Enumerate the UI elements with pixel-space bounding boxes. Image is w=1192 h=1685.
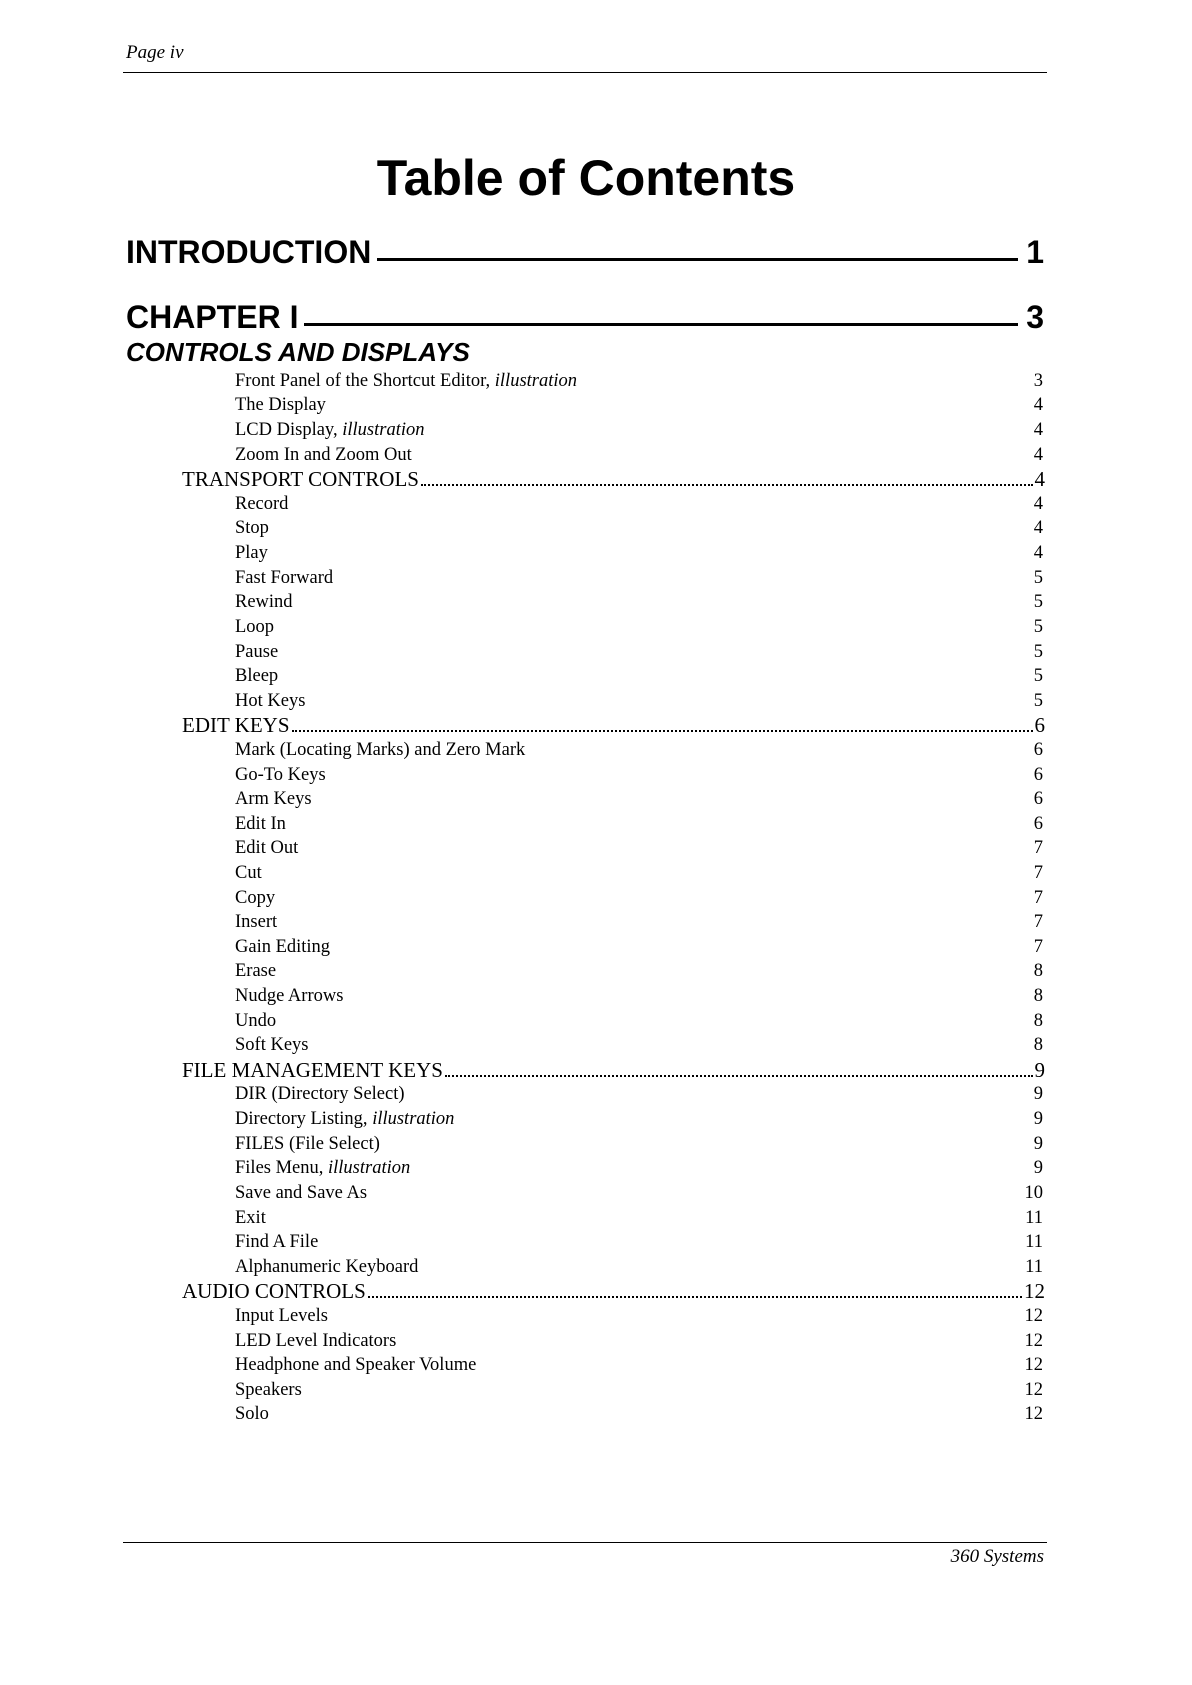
- toc-entry-page-number: 6: [1033, 739, 1043, 760]
- toc-entry-label: Insert: [235, 912, 278, 933]
- toc-entry-page-number: 6: [1033, 789, 1043, 810]
- toc-entry[interactable]: [0, 1033, 1192, 1058]
- toc-entry-page-number: 6: [1033, 813, 1043, 834]
- toc-entry[interactable]: [0, 1206, 1192, 1231]
- toc-entry-text: [235, 395, 326, 416]
- toc-entry-page-number: 11: [1025, 1207, 1043, 1228]
- toc-entry-text: [235, 740, 525, 761]
- toc-entry-text: [235, 1232, 318, 1253]
- toc-entry-text: [235, 691, 305, 712]
- toc-entry[interactable]: [0, 418, 1192, 443]
- toc-entry[interactable]: [0, 861, 1192, 886]
- toc-leader-line: [377, 258, 1018, 261]
- toc-entry-text: [235, 666, 278, 687]
- toc-entry-text: [235, 1355, 476, 1376]
- toc-entry-page-number: 9: [1033, 1133, 1043, 1154]
- toc-entry-text: [235, 986, 343, 1007]
- toc-major-label: CHAPTER I: [126, 299, 299, 335]
- toc-entry-page-number: 9: [1033, 1109, 1043, 1130]
- toc-entry-label: Play: [235, 543, 268, 564]
- running-header-page-label: Page iv: [126, 42, 184, 63]
- toc-entry[interactable]: [0, 910, 1192, 935]
- toc-entry-label: Nudge Arrows: [235, 986, 344, 1007]
- toc-entry-text: [235, 518, 269, 539]
- toc-entry[interactable]: [0, 566, 1192, 591]
- toc-entry-page-number: 12: [1024, 1330, 1043, 1351]
- toc-entry-text: [235, 1208, 266, 1229]
- toc-entry[interactable]: [0, 689, 1192, 714]
- toc-entry-page-number: 4: [1033, 493, 1043, 514]
- toc-entry-page-number: 7: [1033, 887, 1043, 908]
- toc-dot-leader: [421, 484, 1033, 486]
- toc-entry-text: [235, 937, 330, 958]
- toc-entry[interactable]: [0, 1107, 1192, 1132]
- toc-entry-page-number: 11: [1025, 1232, 1043, 1253]
- toc-entry-label: Save and Save As: [235, 1182, 368, 1203]
- toc-entry-label: Input Levels: [235, 1305, 328, 1326]
- toc-dot-leader: [445, 1075, 1033, 1077]
- toc-entry-illustration-note: illustration: [372, 1109, 455, 1130]
- toc-entry-page-number: 12: [1024, 1305, 1043, 1326]
- toc-entry[interactable]: [0, 1230, 1192, 1255]
- toc-entry[interactable]: [0, 1378, 1192, 1403]
- toc-entry-page-number: 7: [1033, 862, 1043, 883]
- toc-entry-label: Edit In: [235, 813, 286, 834]
- toc-entry-text: [235, 445, 412, 466]
- toc-entry-label: Pause: [235, 641, 279, 662]
- header-rule: [123, 72, 1047, 73]
- toc-entry-page-number: 6: [1033, 764, 1043, 785]
- toc-entry-label: TRANSPORT CONTROLS: [182, 467, 419, 492]
- toc-entry-label: Loop: [235, 616, 275, 637]
- toc-entry[interactable]: [0, 1132, 1192, 1157]
- toc-entry-page-number: 8: [1033, 961, 1043, 982]
- toc-entry[interactable]: [0, 640, 1192, 665]
- toc-entry-label: FILE MANAGEMENT KEYS: [182, 1057, 443, 1082]
- toc-entry-label: Rewind: [235, 592, 293, 613]
- toc-leader-line: [304, 323, 1018, 326]
- toc-section-entry[interactable]: [0, 1280, 1192, 1305]
- toc-section-entry[interactable]: [0, 1058, 1192, 1083]
- toc-entry-text: [235, 1404, 269, 1425]
- toc-entry-text: [235, 592, 293, 613]
- toc-entry-page-number: 12: [1024, 1379, 1043, 1400]
- toc-entry-label: The Display: [235, 395, 326, 416]
- toc-entry-text: [235, 1257, 418, 1278]
- toc-entry-illustration-note: illustration: [328, 1158, 411, 1179]
- toc-entry[interactable]: [0, 1304, 1192, 1329]
- toc-entry-label: Soft Keys: [235, 1035, 309, 1056]
- toc-entry-page-number: 4: [1033, 444, 1043, 465]
- toc-entry-label: Stop: [235, 518, 269, 539]
- toc-entry-text: [182, 467, 419, 492]
- toc-entry-text: [235, 1035, 309, 1056]
- toc-entry-page-number: 4: [1033, 420, 1043, 441]
- toc-entry[interactable]: [0, 935, 1192, 960]
- toc-entry-text: [235, 765, 326, 786]
- toc-entry-label: Hot Keys: [235, 690, 306, 711]
- toc-entry[interactable]: [0, 738, 1192, 763]
- toc-entry-text: [235, 814, 286, 835]
- toc-entry-text: [235, 863, 262, 884]
- toc-entry-page-number: 7: [1033, 838, 1043, 859]
- toc-entry-text: [235, 912, 277, 933]
- toc-entry-label: Arm Keys: [235, 789, 312, 810]
- toc-entry-label: LED Level Indicators: [235, 1330, 397, 1351]
- toc-entry-text: [235, 543, 268, 564]
- toc-entry-page-number: 4: [1034, 467, 1045, 492]
- toc-entry-text: [235, 1331, 396, 1352]
- toc-entry[interactable]: [0, 590, 1192, 615]
- toc-entry[interactable]: [0, 1403, 1192, 1428]
- toc-entry-text: [235, 838, 298, 859]
- toc-entry-label: Undo: [235, 1010, 277, 1031]
- toc-entry-label: Go-To Keys: [235, 764, 326, 785]
- toc-entry-page-number: 8: [1033, 1035, 1043, 1056]
- toc-entry-text: [235, 1380, 302, 1401]
- toc-entry-label: Edit Out: [235, 838, 299, 859]
- toc-entry-text: [235, 420, 424, 441]
- toc-entry-page-number: 7: [1033, 936, 1043, 957]
- toc-entry-label: Solo: [235, 1404, 269, 1425]
- toc-entry-text: [235, 371, 577, 392]
- toc-entry-label: Mark (Locating Marks) and Zero Mark: [235, 739, 526, 760]
- toc-entry[interactable]: [0, 960, 1192, 985]
- toc-entry[interactable]: [0, 1353, 1192, 1378]
- toc-entry-text: [235, 961, 276, 982]
- toc-entry-label: FILES (File Select): [235, 1133, 380, 1154]
- page-title: Table of Contents: [376, 150, 796, 206]
- toc-entry-page-number: 5: [1033, 567, 1043, 588]
- toc-entry[interactable]: [0, 369, 1192, 394]
- toc-entry-label: Speakers: [235, 1379, 302, 1400]
- toc-entry-label: Directory Listing,: [235, 1109, 373, 1130]
- footer-rule: [123, 1542, 1047, 1543]
- toc-entry-text: [235, 1134, 380, 1155]
- toc-major-entry-chapter-i[interactable]: [126, 299, 1044, 336]
- toc-entry-label: Files Menu,: [235, 1158, 329, 1179]
- toc-major-entry-introduction[interactable]: [126, 234, 1044, 271]
- toc-section-entry[interactable]: [0, 714, 1192, 739]
- toc-entry-page-number: 9: [1033, 1084, 1043, 1105]
- toc-entry-text: [235, 1011, 276, 1032]
- toc-entry-page-number: 9: [1034, 1057, 1045, 1082]
- toc-major-page: 3: [1026, 299, 1044, 335]
- toc-entry-label: AUDIO CONTROLS: [182, 1279, 366, 1304]
- toc-entry-text: [235, 789, 312, 810]
- toc-entry-label: DIR (Directory Select): [235, 1084, 405, 1105]
- toc-entry-text: [235, 1109, 454, 1130]
- toc-entry-list: [0, 369, 1192, 1427]
- toc-entry-text: [235, 1306, 328, 1327]
- toc-entry-page-number: 5: [1033, 641, 1043, 662]
- toc-entry[interactable]: [0, 1083, 1192, 1108]
- toc-entry-label: Cut: [235, 862, 262, 883]
- toc-entry[interactable]: [0, 1255, 1192, 1280]
- footer-publisher: 360 Systems: [950, 1546, 1044, 1567]
- toc-entry-illustration-note: illustration: [494, 370, 578, 391]
- toc-entry[interactable]: [0, 787, 1192, 812]
- toc-entry-page-number: 12: [1024, 1404, 1043, 1425]
- toc-entry-label: Headphone and Speaker Volume: [235, 1355, 477, 1376]
- toc-entry[interactable]: [0, 517, 1192, 542]
- toc-entry[interactable]: [0, 984, 1192, 1009]
- toc-entry-label: Alphanumeric Keyboard: [235, 1256, 419, 1277]
- toc-entry-page-number: 5: [1033, 690, 1043, 711]
- toc-entry[interactable]: [0, 394, 1192, 419]
- toc-entry-page-number: 9: [1033, 1158, 1043, 1179]
- toc-entry-page-number: 11: [1025, 1256, 1043, 1277]
- toc-dot-leader: [292, 730, 1033, 732]
- toc-entry-label: Copy: [235, 887, 276, 908]
- toc-entry-page-number: 5: [1033, 616, 1043, 637]
- toc-entry-text: [235, 617, 274, 638]
- toc-entry-page-number: 12: [1024, 1355, 1043, 1376]
- toc-entry-label: Front Panel of the Shortcut Editor,: [235, 370, 495, 391]
- toc-entry-page-number: 8: [1033, 986, 1043, 1007]
- toc-section-entry[interactable]: [0, 467, 1192, 492]
- toc-entry-text: [182, 713, 290, 738]
- toc-entry-label: Zoom In and Zoom Out: [235, 444, 412, 465]
- toc-entry[interactable]: [0, 837, 1192, 862]
- toc-dot-leader: [368, 1296, 1022, 1298]
- toc-entry-label: Record: [235, 493, 289, 514]
- toc-entry-page-number: 3: [1033, 370, 1043, 391]
- toc-entry-page-number: 5: [1033, 666, 1043, 687]
- toc-entry[interactable]: [0, 664, 1192, 689]
- toc-entry[interactable]: [0, 763, 1192, 788]
- toc-entry-page-number: 12: [1024, 1279, 1045, 1304]
- toc-entry-page-number: 4: [1033, 395, 1043, 416]
- toc-entry-text: [235, 642, 278, 663]
- toc-entry-page-number: 6: [1034, 713, 1045, 738]
- toc-entry-illustration-note: illustration: [342, 420, 425, 441]
- toc-major-page: 1: [1026, 234, 1044, 270]
- toc-entry[interactable]: [0, 1157, 1192, 1182]
- toc-entry[interactable]: [0, 492, 1192, 517]
- toc-entry-label: EDIT KEYS: [182, 713, 290, 738]
- toc-entry[interactable]: [0, 443, 1192, 468]
- toc-entry-text: [182, 1058, 443, 1083]
- toc-entry-text: [182, 1279, 366, 1304]
- toc-entry-text: [235, 568, 333, 589]
- toc-entry-page-number: 8: [1033, 1010, 1043, 1031]
- toc-entry-label: LCD Display,: [235, 420, 343, 441]
- toc-entry[interactable]: [0, 1009, 1192, 1034]
- toc-entry-text: [235, 888, 275, 909]
- toc-entry-text: [235, 1158, 410, 1179]
- toc-entry[interactable]: [0, 615, 1192, 640]
- toc-entry[interactable]: [0, 886, 1192, 911]
- toc-entry-page-number: 7: [1033, 912, 1043, 933]
- toc-entry-label: Erase: [235, 961, 277, 982]
- chapter-subtitle: CONTROLS AND DISPLAYS: [126, 337, 470, 367]
- toc-entry-label: Find A File: [235, 1232, 319, 1253]
- toc-major-label: INTRODUCTION: [126, 234, 372, 270]
- toc-entry-label: Fast Forward: [235, 567, 334, 588]
- toc-entry-label: Bleep: [235, 666, 279, 687]
- toc-entry-label: Exit: [235, 1207, 266, 1228]
- toc-entry-text: [235, 494, 288, 515]
- toc-entry[interactable]: [0, 541, 1192, 566]
- toc-entry-page-number: 5: [1033, 592, 1043, 613]
- toc-entry-page-number: 4: [1033, 518, 1043, 539]
- toc-entry-text: [235, 1084, 405, 1105]
- toc-entry-page-number: 4: [1033, 543, 1043, 564]
- toc-entry-text: [235, 1183, 367, 1204]
- toc-entry[interactable]: [0, 1181, 1192, 1206]
- toc-entry-page-number: 10: [1024, 1182, 1043, 1203]
- toc-entry[interactable]: [0, 812, 1192, 837]
- toc-entry-label: Gain Editing: [235, 936, 331, 957]
- toc-entry[interactable]: [0, 1329, 1192, 1354]
